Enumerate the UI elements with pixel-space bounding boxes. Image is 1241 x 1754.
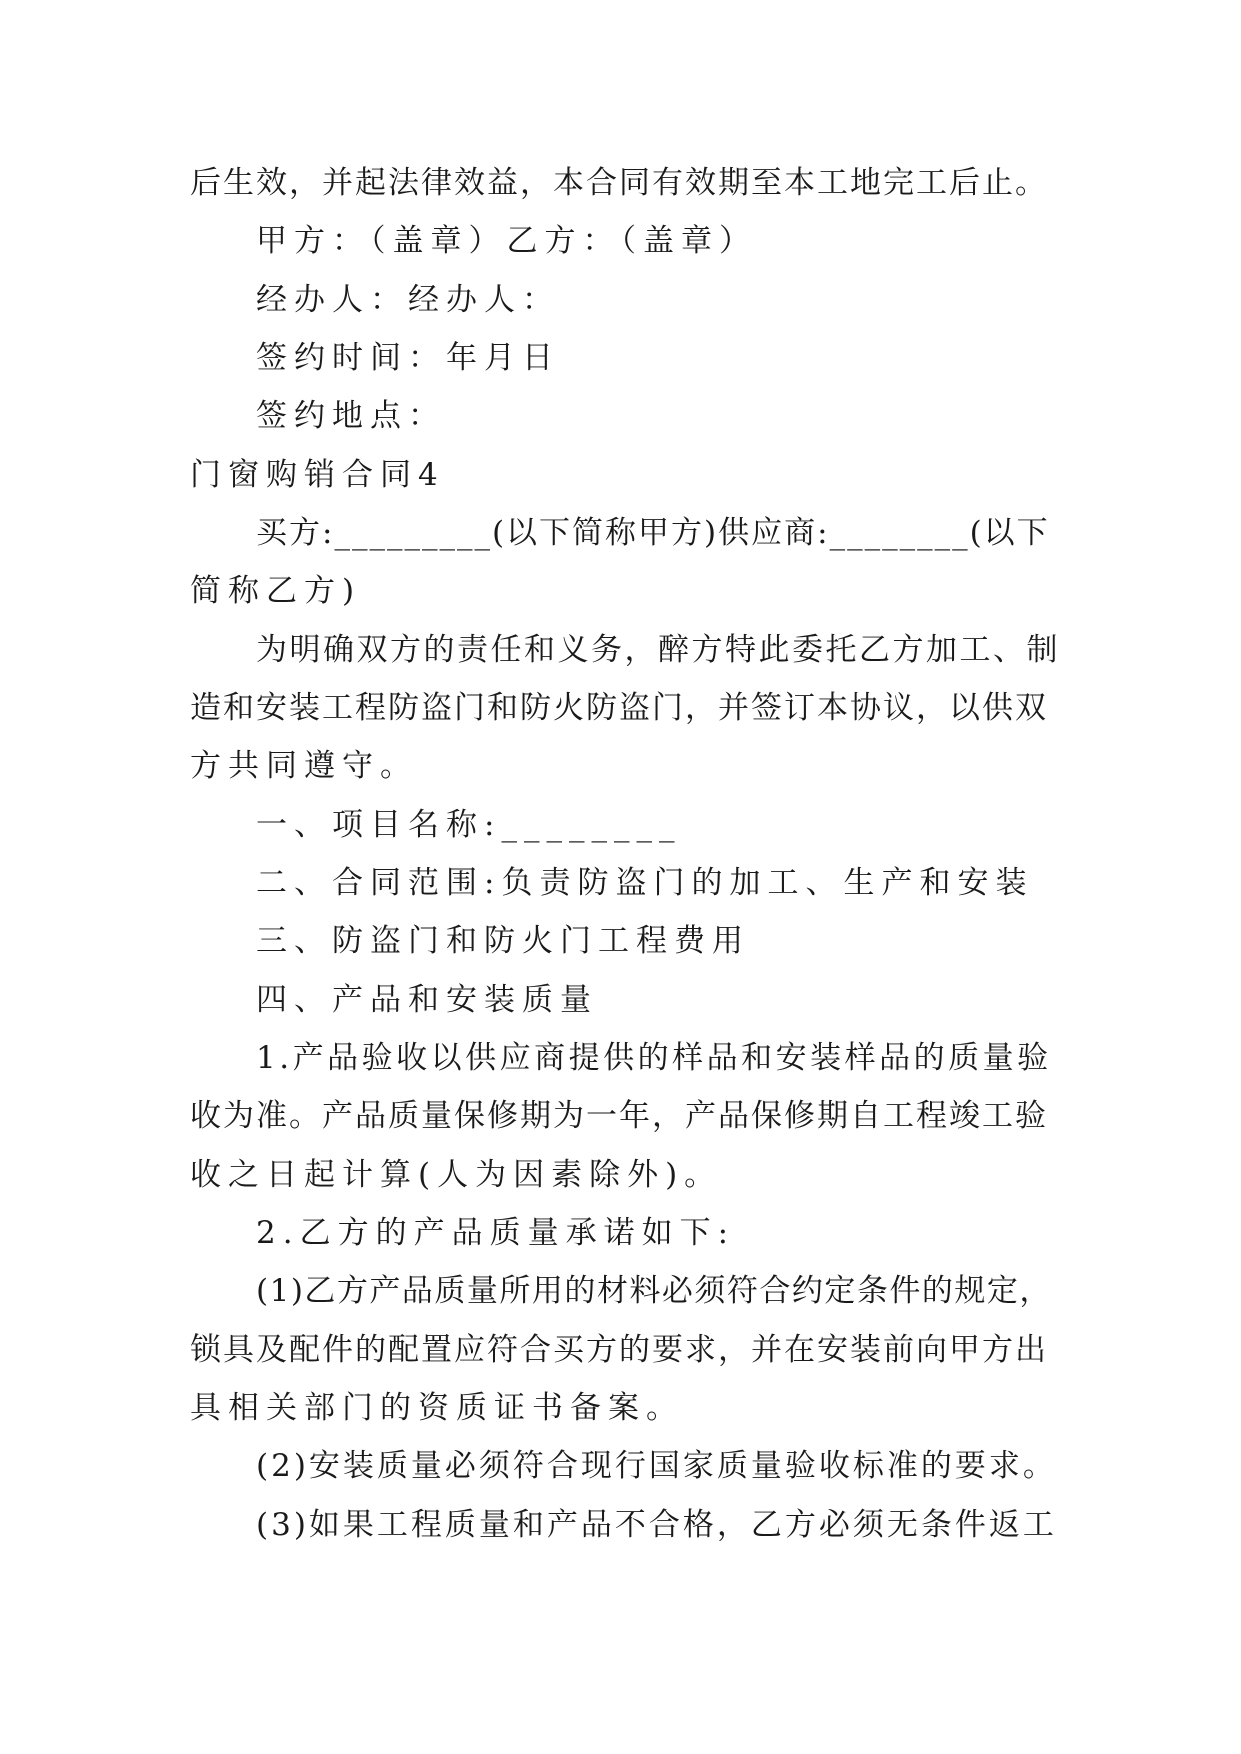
text-line-purpose-cont-1: 造和安装工程防盗门和防火防盗门，并签订本协议，以供双	[190, 690, 1048, 726]
section-project-cost: 三、防盗门和防火门工程费用	[256, 923, 750, 959]
section-project-name: 一、项目名称:________	[256, 807, 682, 843]
text-line-handlers: 经办人：经办人：	[256, 282, 560, 318]
text-line-purpose-cont-2: 方共同遵守。	[190, 748, 418, 784]
text-line-buyer-supplier: 买方:_________(以下简称甲方)供应商:________(以下	[256, 515, 1050, 551]
clause-1: 1.产品验收以供应商提供的样品和安装样品的质量验	[256, 1040, 1052, 1076]
text-line-signing-date: 签约时间：年月日	[256, 340, 560, 376]
clause-2-item-3: (3)如果工程质量和产品不合格，乙方必须无条件返工	[256, 1507, 1057, 1543]
clause-2: 2.乙方的产品质量承诺如下:	[256, 1215, 736, 1251]
contract-title: 门窗购销合同4	[190, 457, 445, 493]
clause-1-cont-2: 收之日起计算(人为因素除外)。	[190, 1157, 723, 1193]
clause-1-cont-1: 收为准。产品质量保修期为一年，产品保修期自工程竣工验	[190, 1098, 1048, 1134]
text-line-purpose: 为明确双方的责任和义务，醉方特此委托乙方加工、制	[256, 632, 1060, 668]
clause-2-item-1: (1)乙方产品质量所用的材料必须符合约定条件的规定，	[256, 1273, 1052, 1309]
section-contract-scope: 二、合同范围:负责防盗门的加工、生产和安装	[256, 865, 1034, 901]
text-line-effective-clause: 后生效，并起法律效益，本合同有效期至本工地完工后止。	[190, 165, 1048, 201]
section-quality: 四、产品和安装质量	[256, 982, 598, 1018]
text-line-signing-place: 签约地点：	[256, 398, 446, 434]
text-line-buyer-supplier-cont: 简称乙方)	[190, 573, 362, 609]
clause-2-item-2: (2)安装质量必须符合现行国家质量验收标准的要求。	[256, 1448, 1057, 1484]
text-line-party-seals: 甲方：（盖章）乙方：（盖章）	[256, 223, 757, 259]
clause-2-item-1-cont-2: 具相关部门的资质证书备案。	[190, 1390, 684, 1426]
clause-2-item-1-cont-1: 锁具及配件的配置应符合买方的要求，并在安装前向甲方出	[190, 1332, 1048, 1368]
